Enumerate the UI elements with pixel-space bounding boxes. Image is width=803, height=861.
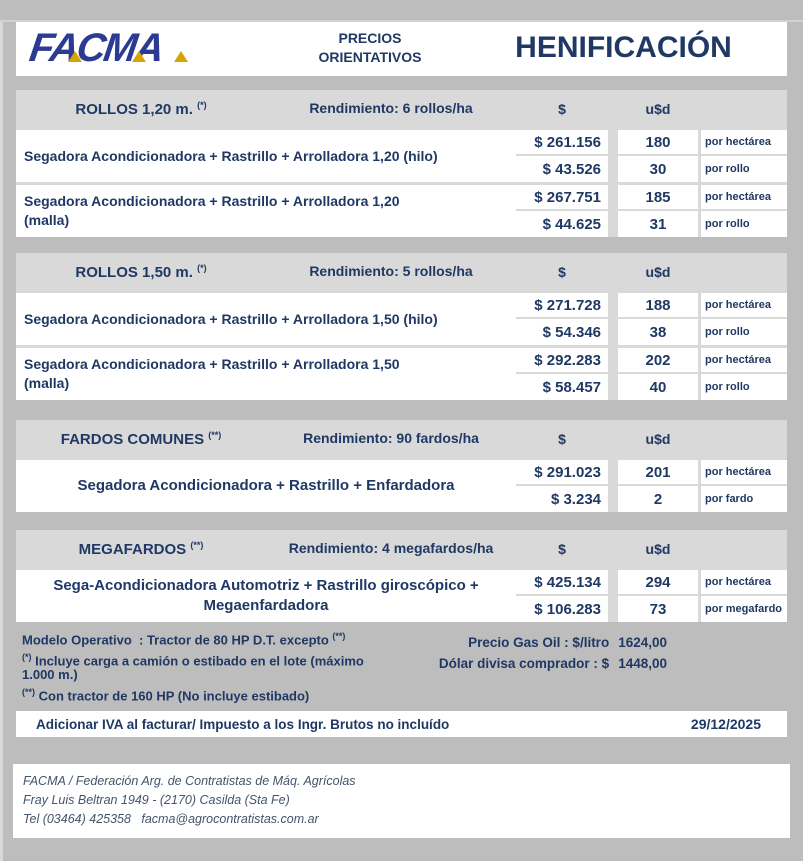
price-ars: $ 291.023 (516, 460, 608, 486)
column-header-pesos: $ (558, 264, 566, 280)
note-modelo-operativo: Modelo Operativo : Tractor de 80 HP D.T. excepto (**) (22, 631, 346, 648)
price-usd: 180 (618, 130, 698, 156)
gasoil-rate: Precio Gas Oil : $/litro 1624,00 (468, 635, 667, 650)
price-ars: $ 271.728 (516, 293, 608, 319)
section-header (16, 420, 787, 458)
service-description: Sega-Acondicionadora Automotriz + Rastrillo giroscópico + Megaenfardadora (16, 570, 516, 622)
section-title: MEGAFARDOS (**) (78, 540, 204, 558)
section-header (16, 253, 787, 291)
price-ars: $ 44.625 (516, 211, 608, 237)
window-edge (0, 20, 3, 861)
reference-rates (397, 626, 667, 703)
service-description: Segadora Acondicionadora + Rastrillo + Enfardadora (16, 460, 516, 512)
price-usd: 294 (618, 570, 698, 596)
price-usd: 185 (618, 185, 698, 211)
price-usd: 73 (618, 596, 698, 622)
unit-label: por hectárea (701, 570, 787, 596)
logo-triangle-icon (68, 51, 82, 62)
section-fardos-comunes (16, 420, 787, 512)
price-usd: 30 (618, 156, 698, 182)
tax-note-text: Adicionar IVA al facturar/ Impuesto a los Ingr. Brutos no incluído (36, 716, 450, 732)
service-description: Segadora Acondicionadora + Rastrillo + Arrolladora 1,20 (hilo) (16, 130, 516, 182)
price-ars: $ 58.457 (516, 374, 608, 400)
price-ars: $ 261.156 (516, 130, 608, 156)
window-edge-top (0, 20, 803, 22)
date-label: 29/12/2025 (690, 716, 761, 733)
section-title: FARDOS COMUNES (**) (60, 430, 222, 448)
price-usd: 40 (618, 374, 698, 400)
unit-label: por fardo (701, 486, 787, 512)
price-ars: $ 3.234 (516, 486, 608, 512)
price-ars: $ 425.134 (516, 570, 608, 596)
operating-notes (16, 626, 397, 703)
footer-address-line: Fray Luis Beltran 1949 - (2170) Casilda (Sta Fe) (23, 792, 290, 807)
unit-label: por rollo (701, 319, 787, 345)
column-header-pesos: $ (558, 431, 566, 447)
section-title: ROLLOS 1,50 m. (*) (75, 263, 207, 281)
table-row (16, 293, 787, 345)
unit-label: por hectárea (701, 348, 787, 374)
unit-label: por rollo (701, 374, 787, 400)
column-header-pesos: $ (558, 541, 566, 557)
column-header-usd: u$d (645, 264, 671, 280)
price-ars: $ 106.283 (516, 596, 608, 622)
unit-label: por hectárea (701, 460, 787, 486)
logo-triangle-icon (132, 51, 146, 62)
service-description: Segadora Acondicionadora + Rastrillo + Arrolladora 1,50 (malla) (16, 348, 516, 400)
price-usd: 188 (618, 293, 698, 319)
table-row (16, 570, 787, 622)
price-usd: 2 (618, 486, 698, 512)
document-header (16, 20, 787, 76)
section-yield: Rendimiento: 5 rollos/ha (309, 263, 473, 279)
footer-contact-line: Tel (03464) 425358 facma@agrocontratistas.com.ar (23, 811, 319, 826)
unit-label: por megafardo (701, 596, 787, 622)
service-description: Segadora Acondicionadora + Rastrillo + Arrolladora 1,20 (malla) (16, 185, 516, 237)
service-description: Segadora Acondicionadora + Rastrillo + Arrolladora 1,50 (hilo) (16, 293, 516, 345)
section-yield: Rendimiento: 6 rollos/ha (309, 100, 473, 116)
price-usd: 202 (618, 348, 698, 374)
table-row (16, 348, 787, 400)
dolar-rate: Dólar divisa comprador : $ 1448,00 (438, 655, 667, 671)
price-usd: 38 (618, 319, 698, 345)
price-usd: 201 (618, 460, 698, 486)
note-asterisk-double: (**) Con tractor de 160 HP (No incluye estibado) (22, 686, 310, 704)
footer-contact (13, 764, 790, 838)
table-row (16, 130, 787, 182)
section-megafardos (16, 530, 787, 622)
unit-label: por rollo (701, 156, 787, 182)
unit-label: por hectárea (701, 185, 787, 211)
section-rollos-150 (16, 253, 787, 400)
section-header (16, 90, 787, 128)
section-header (16, 530, 787, 568)
price-ars: $ 43.526 (516, 156, 608, 182)
unit-label: por rollo (701, 211, 787, 237)
section-yield: Rendimiento: 90 fardos/ha (303, 430, 479, 446)
footer-org-line: FACMA / Federación Arg. de Contratistas de Máq. Agrícolas (23, 774, 356, 789)
section-rollos-120 (16, 90, 787, 237)
price-ars: $ 54.346 (516, 319, 608, 345)
price-ars: $ 267.751 (516, 185, 608, 211)
column-header-usd: u$d (645, 101, 671, 117)
unit-label: por hectárea (701, 293, 787, 319)
page-title: HENIFICACIÓN (515, 31, 732, 64)
facma-logo-text: FACMA (26, 26, 166, 70)
tax-note-bar (16, 711, 787, 737)
document-subtitle: PRECIOS ORIENTATIVOS (318, 30, 422, 65)
price-usd: 31 (618, 211, 698, 237)
table-row (16, 185, 787, 237)
column-header-usd: u$d (645, 431, 671, 447)
facma-logo (16, 28, 280, 68)
section-title: ROLLOS 1,20 m. (*) (75, 100, 207, 118)
price-ars: $ 292.283 (516, 348, 608, 374)
logo-triangle-icon (174, 51, 188, 62)
column-header-pesos: $ (558, 101, 566, 117)
notes-area (16, 626, 787, 703)
note-asterisk-single: (*) Incluye carga a camión o estibado en el lote (máximo 1.000 m.) (22, 652, 368, 683)
table-row (16, 460, 787, 512)
column-header-usd: u$d (645, 541, 671, 557)
section-yield: Rendimiento: 4 megafardos/ha (288, 540, 494, 556)
unit-label: por hectárea (701, 130, 787, 156)
